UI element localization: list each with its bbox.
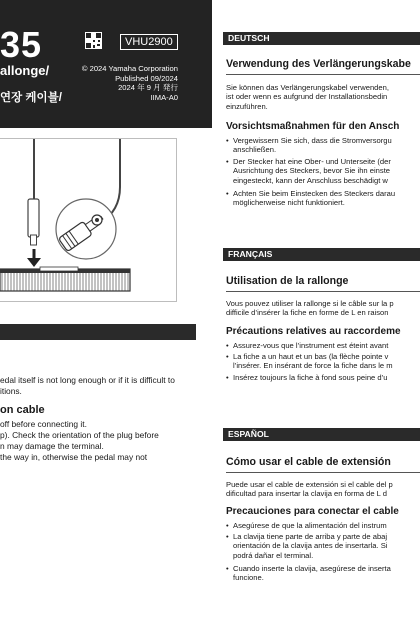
francais-title-rule xyxy=(226,291,420,292)
connection-illustration xyxy=(0,138,177,302)
espanol-bullet-1: • Asegúrese de que la alimentación del instrum xyxy=(226,521,387,530)
published-date-japanese: 2024 年 9 月 発行 xyxy=(118,83,178,92)
deutsch-subtitle: Vorsichtsmaßnahmen für den Ansch xyxy=(226,121,400,132)
connection-heading: on cable xyxy=(0,404,45,416)
deutsch-intro: Sie können das Verlängerungskabel verwenden, ist oder wenn es aufgrund der Installationsbedin einzuführen. xyxy=(226,83,389,111)
francais-bullet-2: • La fiche a un haut et un bas (la flèche pointe v l’insérer. En insérant de force la fiche dans le m xyxy=(226,352,393,371)
model-number: 35 xyxy=(0,24,43,65)
francais-bullet-3: • Insérez toujours la fiche à fond sous peine d’u xyxy=(226,373,388,382)
qr-code-icon xyxy=(85,32,102,49)
deutsch-bullet-2: • Der Stecker hat eine Ober- und Unterseite (der Ausrichtung des Steckers, bevor Sie ihn einste eingesteckt, kann der Anschluss beschädigt w xyxy=(226,157,391,185)
deutsch-title-rule xyxy=(226,74,420,75)
precaution-line-1: off before connecting it. xyxy=(0,419,87,429)
deutsch-bullet-1: • Vergewissern Sie sich, dass die Stromversorgu anschließen. xyxy=(226,136,392,155)
intro-line-1: edal itself is not long enough or if it is difficult to xyxy=(0,375,175,385)
espanol-title-rule xyxy=(226,472,420,473)
espanol-intro: Puede usar el cable de extensión si el cable del p dificultad para insertar la clavija en forma de L d xyxy=(226,480,393,499)
intro-line-2: itions. xyxy=(0,386,22,396)
english-section-bar xyxy=(0,324,196,340)
francais-bullet-1: • Assurez-vous que l’instrument est éteint avant xyxy=(226,341,388,350)
espanol-title: Cómo usar el cable de extensión xyxy=(226,456,391,468)
section-label-francais: FRANÇAIS xyxy=(223,248,420,261)
espanol-subtitle: Precauciones para conectar el cable xyxy=(226,506,399,517)
piano-pedal-cable-drawing xyxy=(0,139,176,301)
espanol-bullet-3: • Cuando inserte la clavija, asegúrese de inserta funcione. xyxy=(226,564,391,583)
document-id-text: IIMA-A0 xyxy=(150,92,178,102)
deutsch-title: Verwendung des Verlängerungskabe xyxy=(226,58,411,70)
espanol-bullet-2: • La clavija tiene parte de arriba y parte de abaj orientación de la clavija antes de insertarla. Si podrá dañar el terminal. xyxy=(226,532,388,560)
francais-subtitle: Précautions relatives au raccordeme xyxy=(226,326,401,337)
title-line-2: 연장 케이블/ xyxy=(0,92,62,104)
document-code-badge: VHU2900 xyxy=(120,34,178,50)
published-date-text: Published 09/2024 xyxy=(115,73,178,83)
precaution-line-4: the way in, otherwise the pedal may not xyxy=(0,452,148,462)
precaution-line-3: n may damage the terminal. xyxy=(0,441,104,451)
section-label-espanol: ESPAÑOL xyxy=(223,428,420,441)
title-line-1: allonge/ xyxy=(0,63,50,78)
deutsch-bullet-3: • Achten Sie beim Einstecken des Steckers darau möglicherweise nicht funktioniert. xyxy=(226,189,395,208)
francais-intro: Vous pouvez utiliser la rallonge si le câble sur la p difficile d’insérer la fiche en forme de L en raison xyxy=(226,299,394,318)
header-block xyxy=(0,0,212,128)
francais-title: Utilisation de la rallonge xyxy=(226,275,349,287)
section-label-deutsch: DEUTSCH xyxy=(223,32,420,45)
copyright-text: © 2024 Yamaha Corporation xyxy=(81,64,178,73)
precaution-line-2: p). Check the orientation of the plug before xyxy=(0,430,159,440)
